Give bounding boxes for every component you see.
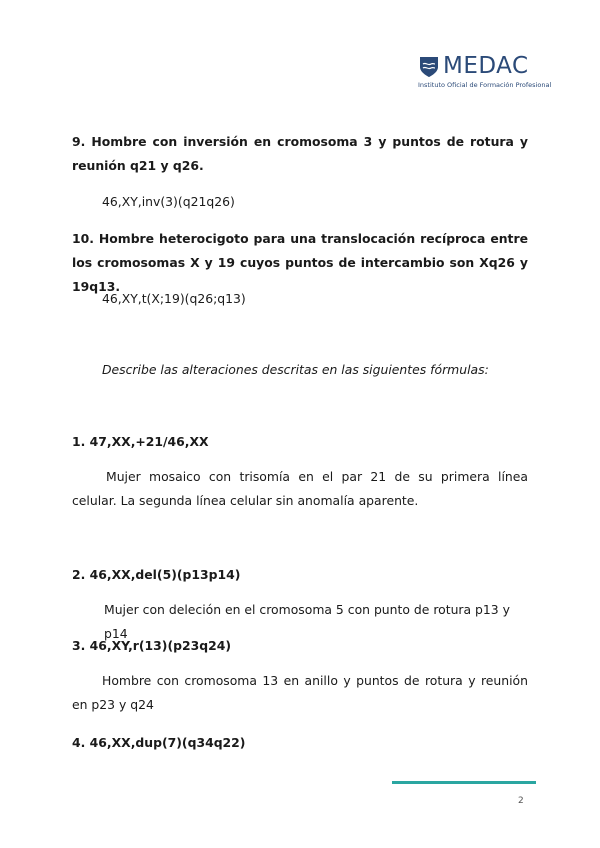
footer-divider	[392, 781, 536, 784]
shield-icon	[418, 55, 440, 79]
item-9-answer: 46,XY,inv(3)(q21q26)	[102, 194, 235, 209]
medac-logo	[418, 53, 552, 91]
formula-1-title: 1. 47,XX,+21/46,XX	[72, 434, 209, 449]
formula-1-answer: Mujer mosaico con trisomía en el par 21 de su primera línea celular. La segunda línea celular sin anomalía aparente.	[72, 469, 528, 508]
formula-3-answer: Hombre con cromosoma 13 en anillo y puntos de rotura y reunión en p23 y q24	[72, 673, 528, 712]
logo-subtitle: Instituto Oficial de Formación Profesional	[418, 81, 552, 89]
item-10-answer: 46,XY,t(X;19)(q26;q13)	[102, 291, 246, 306]
formula-2-title: 2. 46,XX,del(5)(p13p14)	[72, 567, 241, 582]
logo-name: MEDAC	[443, 53, 529, 79]
formula-4-title: 4. 46,XX,dup(7)(q34q22)	[72, 735, 246, 750]
item-9-title: 9. Hombre con inversión en cromosoma 3 y puntos de rotura y reunión q21 y q26.	[72, 134, 528, 173]
section-instruction: Describe las alteraciones descritas en las siguientes fórmulas:	[102, 362, 489, 377]
item-10-title: 10. Hombre heterocigoto para una translocación recíproca entre los cromosomas X y 19 cuyos puntos de intercambio son Xq26 y 19q13.	[72, 231, 528, 294]
formula-3-title: 3. 46,XY,r(13)(p23q24)	[72, 638, 232, 653]
page-number: 2	[518, 796, 524, 806]
formula-2-answer: Mujer con deleción en el cromosoma 5 con punto de rotura p13 y p14	[104, 602, 510, 641]
